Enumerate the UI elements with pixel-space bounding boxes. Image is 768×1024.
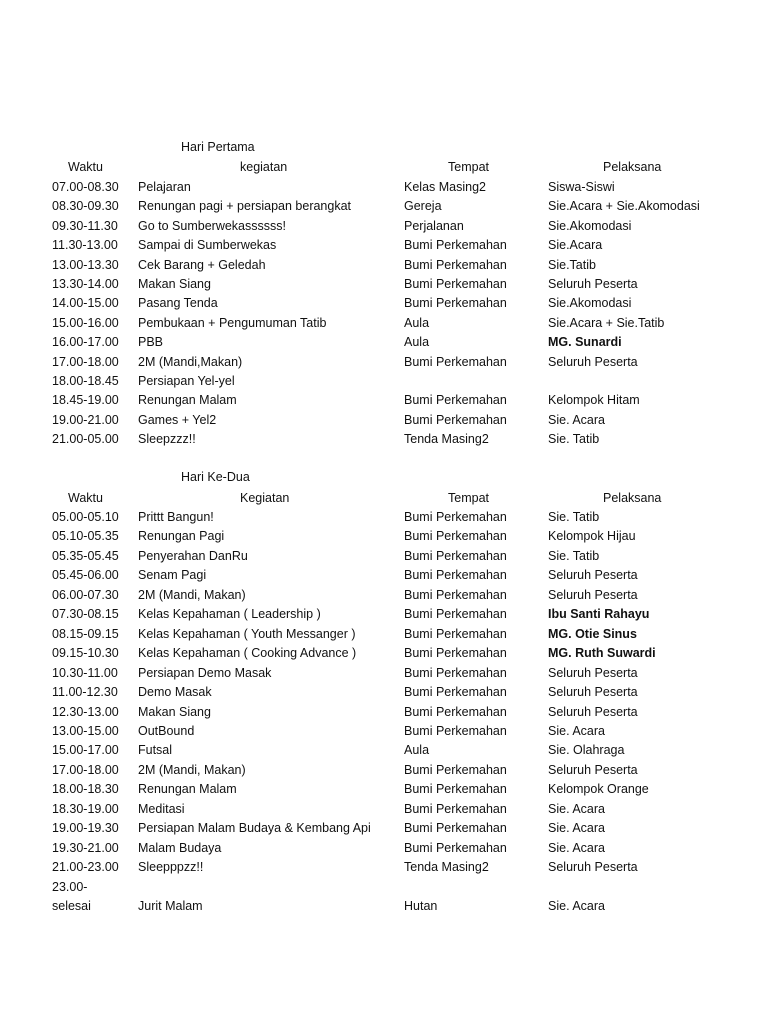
table-row [0, 722, 768, 741]
table-row [0, 858, 768, 877]
table-row [0, 800, 768, 819]
header-place: Tempat [448, 491, 489, 505]
cell-pic: Ibu Santi Rahayu [548, 607, 650, 622]
cell-activity: PBB [138, 335, 164, 350]
cell-pic: Sie.Akomodasi [548, 296, 632, 311]
table-row [0, 353, 768, 372]
cell-time: 19.30-21.00 [52, 840, 119, 855]
cell-place: Tenda Masing2 [404, 432, 489, 447]
cell-pic: Sie.Acara [548, 238, 603, 253]
cell-time: 06.00-07.30 [52, 587, 119, 602]
table-row [0, 566, 768, 585]
cell-place: Bumi Perkemahan [404, 296, 507, 311]
cell-activity: Jurit Malam [138, 898, 203, 913]
table-row [0, 625, 768, 644]
table-row [0, 527, 768, 546]
cell-pic: Seluruh Peserta [548, 860, 638, 875]
cell-activity: Kelas Kepahaman ( Leadership ) [138, 607, 321, 622]
cell-pic: MG. Sunardi [548, 335, 622, 350]
cell-time: 19.00-21.00 [52, 412, 119, 427]
cell-place: Bumi Perkemahan [404, 762, 507, 777]
cell-pic: Sie. Tatib [548, 510, 600, 524]
cell-pic: Sie.Acara + Sie.Tatib [548, 315, 665, 330]
cell-time: 13.30-14.00 [52, 277, 119, 291]
cell-activity: Sleepzzz!! [138, 432, 196, 447]
table-row [0, 586, 768, 605]
cell-place: Tenda Masing2 [404, 860, 489, 875]
table-row [0, 605, 768, 624]
cell-time: 05.45-06.00 [52, 568, 119, 583]
table-row [0, 372, 768, 391]
table-row [0, 178, 768, 197]
cell-time: 18.30-19.00 [52, 801, 119, 816]
cell-activity: Meditasi [138, 801, 185, 816]
cell-place: Hutan [404, 898, 438, 913]
cell-time: 14.00-15.00 [52, 296, 119, 311]
cell-time: 07.00-08.30 [52, 180, 119, 194]
header-activity: kegiatan [240, 160, 288, 174]
cell-pic: Sie. Acara [548, 723, 605, 738]
cell-time: 18.00-18.45 [52, 374, 119, 388]
cell-time: 13.00-15.00 [52, 723, 119, 738]
cell-pic: Sie. Acara [548, 412, 605, 427]
cell-pic: Sie. Tatib [548, 432, 600, 447]
header-activity: Kegiatan [240, 491, 290, 505]
cell-time: 05.10-05.35 [52, 529, 119, 544]
table-header [0, 158, 768, 177]
cell-place: Bumi Perkemahan [404, 801, 507, 816]
cell-activity: Makan Siang [138, 277, 211, 291]
cell-place: Bumi Perkemahan [404, 568, 507, 583]
cell-place: Bumi Perkemahan [404, 782, 507, 797]
cell-place: Bumi Perkemahan [404, 510, 507, 524]
cell-activity: Go to Sumberwekassssss! [138, 218, 286, 233]
cell-activity: Futsal [138, 743, 173, 758]
cell-place: Bumi Perkemahan [404, 257, 507, 272]
table-row [0, 644, 768, 663]
cell-place: Bumi Perkemahan [404, 665, 507, 680]
cell-pic: Sie. Acara [548, 801, 605, 816]
cell-time: 15.00-16.00 [52, 315, 119, 330]
table-row [0, 703, 768, 722]
table-row [0, 664, 768, 683]
cell-activity: Penyerahan DanRu [138, 548, 248, 563]
cell-activity: Kelas Kepahaman ( Youth Messanger ) [138, 626, 356, 641]
day-title: Hari Ke-Dua [181, 470, 250, 484]
table-header [0, 489, 768, 508]
cell-activity: Persiapan Demo Masak [138, 665, 272, 680]
table-row [0, 780, 768, 799]
cell-activity: Pelajaran [138, 180, 191, 194]
cell-place: Bumi Perkemahan [404, 412, 507, 427]
table-row [0, 411, 768, 430]
cell-time: 13.00-13.30 [52, 257, 119, 272]
cell-activity: Games + Yel2 [138, 412, 217, 427]
cell-time: 07.30-08.15 [52, 607, 119, 622]
cell-time: 17.00-18.00 [52, 762, 119, 777]
table-row [0, 761, 768, 780]
cell-activity: Makan Siang [138, 704, 211, 719]
cell-place: Perjalanan [404, 218, 464, 233]
cell-place: Bumi Perkemahan [404, 704, 507, 719]
cell-time: 19.00-19.30 [52, 821, 119, 836]
cell-place: Bumi Perkemahan [404, 238, 507, 253]
table-row [0, 333, 768, 352]
day-title: Hari Pertama [181, 140, 255, 154]
cell-place: Aula [404, 335, 430, 350]
table-row [0, 683, 768, 702]
cell-place: Bumi Perkemahan [404, 646, 507, 661]
cell-pic: MG. Otie Sinus [548, 626, 637, 641]
header-time: Waktu [68, 491, 103, 505]
header-pic: Pelaksana [603, 491, 662, 505]
cell-pic: Sie. Acara [548, 840, 605, 855]
cell-place: Bumi Perkemahan [404, 393, 507, 408]
cell-place: Kelas Masing2 [404, 180, 486, 194]
cell-pic: Sie.Akomodasi [548, 218, 632, 233]
cell-place: Bumi Perkemahan [404, 626, 507, 641]
cell-time: 16.00-17.00 [52, 335, 119, 350]
table-row [0, 197, 768, 216]
cell-activity: Cek Barang + Geledah [138, 257, 266, 272]
cell-place: Aula [404, 743, 430, 758]
cell-time: 08.15-09.15 [52, 626, 119, 641]
cell-pic: Seluruh Peserta [548, 587, 638, 602]
cell-time: selesai [52, 898, 91, 913]
cell-activity: Renungan Malam [138, 393, 237, 408]
cell-time: 08.30-09.30 [52, 199, 119, 214]
cell-activity: Sampai di Sumberwekas [138, 238, 277, 253]
table-row [0, 547, 768, 566]
cell-time: 09.30-11.30 [52, 218, 118, 233]
cell-activity: 2M (Mandi, Makan) [138, 587, 246, 602]
cell-pic: Kelompok Hitam [548, 393, 640, 408]
cell-activity: Senam Pagi [138, 568, 207, 583]
cell-pic: Sie. Tatib [548, 548, 600, 563]
cell-pic: Seluruh Peserta [548, 354, 638, 369]
cell-time: 23.00- [52, 879, 88, 894]
cell-time: 18.45-19.00 [52, 393, 119, 408]
cell-time: 21.00-05.00 [52, 432, 119, 447]
cell-time: 09.15-10.30 [52, 646, 119, 661]
cell-place: Bumi Perkemahan [404, 821, 507, 836]
cell-activity: OutBound [138, 723, 195, 738]
cell-place: Bumi Perkemahan [404, 723, 507, 738]
table-row [0, 314, 768, 333]
cell-activity: Kelas Kepahaman ( Cooking Advance ) [138, 646, 357, 661]
header-time: Waktu [68, 160, 103, 174]
cell-place: Bumi Perkemahan [404, 840, 507, 855]
cell-activity: 2M (Mandi, Makan) [138, 762, 246, 777]
cell-activity: Malam Budaya [138, 840, 222, 855]
cell-time: 12.30-13.00 [52, 704, 119, 719]
cell-place: Bumi Perkemahan [404, 607, 507, 622]
cell-pic: Sie. Acara [548, 821, 605, 836]
cell-activity: Renungan Pagi [138, 529, 225, 544]
cell-time: 05.00-05.10 [52, 510, 119, 524]
cell-activity: Demo Masak [138, 685, 212, 700]
cell-time: 17.00-18.00 [52, 354, 119, 369]
cell-place: Bumi Perkemahan [404, 277, 507, 291]
cell-place: Gereja [404, 199, 442, 214]
cell-pic: Siswa-Siswi [548, 180, 615, 194]
cell-pic: Seluruh Peserta [548, 704, 638, 719]
cell-activity: Renungan Malam [138, 782, 237, 797]
cell-pic: Kelompok Orange [548, 782, 649, 797]
table-row [0, 294, 768, 313]
cell-time: 15.00-17.00 [52, 743, 119, 758]
cell-time: 10.30-11.00 [52, 665, 118, 680]
cell-pic: Seluruh Peserta [548, 568, 638, 583]
cell-pic: Kelompok Hijau [548, 529, 636, 544]
header-place: Tempat [448, 160, 489, 174]
header-pic: Pelaksana [603, 160, 662, 174]
cell-pic: Sie.Tatib [548, 257, 596, 272]
cell-place: Bumi Perkemahan [404, 354, 507, 369]
table-row [0, 839, 768, 858]
table-row [0, 430, 768, 449]
cell-activity: Pasang Tenda [138, 296, 218, 311]
cell-place: Bumi Perkemahan [404, 529, 507, 544]
cell-pic: Seluruh Peserta [548, 277, 638, 291]
cell-pic: Seluruh Peserta [548, 665, 638, 680]
cell-time: 11.30-13.00 [52, 238, 118, 253]
table-row [0, 256, 768, 275]
table-row [0, 391, 768, 410]
cell-place: Bumi Perkemahan [404, 587, 507, 602]
cell-activity: Prittt Bangun! [138, 510, 214, 524]
cell-time: 05.35-05.45 [52, 548, 119, 563]
table-row [0, 508, 768, 527]
table-row [0, 275, 768, 294]
cell-activity: 2M (Mandi,Makan) [138, 354, 243, 369]
table-row [0, 878, 768, 916]
table-row [0, 819, 768, 838]
cell-activity: Pembukaan + Pengumuman Tatib [138, 315, 327, 330]
cell-time: 11.00-12.30 [52, 685, 118, 700]
cell-time: 21.00-23.00 [52, 860, 119, 875]
cell-activity: Persiapan Yel-yel [138, 374, 235, 388]
cell-pic: MG. Ruth Suwardi [548, 646, 656, 661]
table-row [0, 217, 768, 236]
table-row [0, 741, 768, 760]
table-row [0, 236, 768, 255]
cell-pic: Sie.Acara + Sie.Akomodasi [548, 199, 700, 214]
cell-activity: Renungan pagi + persiapan berangkat [138, 199, 352, 214]
cell-place: Bumi Perkemahan [404, 685, 507, 700]
cell-pic: Sie. Acara [548, 898, 605, 913]
cell-pic: Seluruh Peserta [548, 685, 638, 700]
cell-pic: Sie. Olahraga [548, 743, 625, 758]
cell-place: Aula [404, 315, 430, 330]
cell-time: 18.00-18.30 [52, 782, 119, 797]
cell-activity: Persiapan Malam Budaya & Kembang Api [138, 821, 371, 836]
cell-place: Bumi Perkemahan [404, 548, 507, 563]
cell-activity: Sleepppzz!! [138, 860, 204, 875]
cell-pic: Seluruh Peserta [548, 762, 638, 777]
